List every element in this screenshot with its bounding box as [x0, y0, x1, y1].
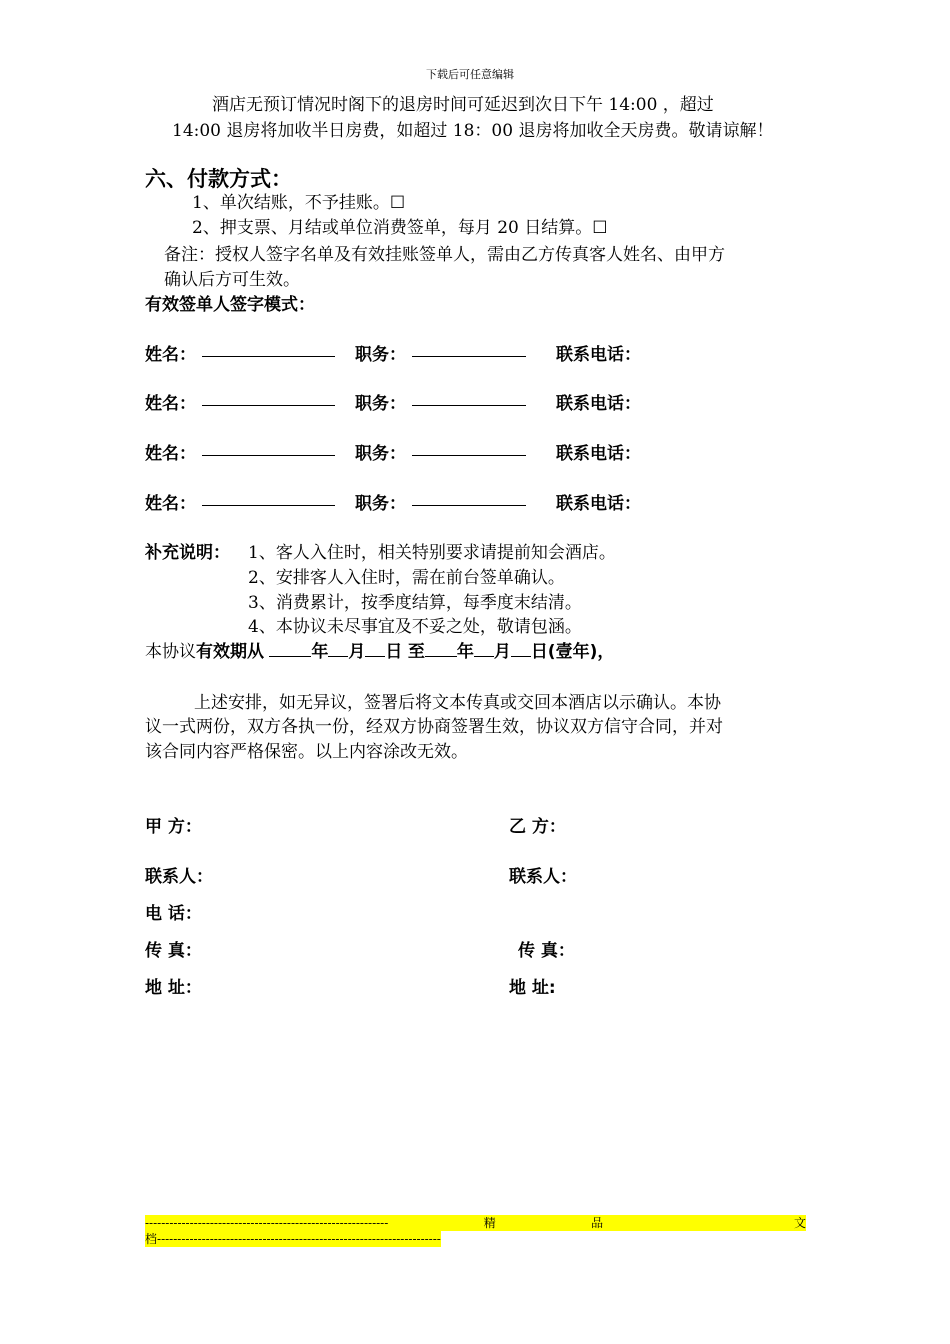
- title-blank[interactable]: [412, 389, 526, 406]
- party-b-address-label: 地 址:: [509, 978, 556, 998]
- party-a-contact-label: 联系人：: [145, 867, 213, 887]
- footer-dashes: ----------------------------------------------------------------------: [157, 1232, 441, 1246]
- validity-to: 至: [407, 642, 425, 662]
- start-year-blank[interactable]: [269, 640, 311, 657]
- party-a-fax-label: 传 真：: [145, 941, 202, 961]
- phone-label: 联系电话：: [556, 444, 641, 464]
- validity-prefix: 本协议: [145, 642, 196, 662]
- closing-line-2: 议一式两份，双方各执一份，经双方协商签署生效，协议双方信守合同，并对: [145, 717, 723, 737]
- supplement-label: 补充说明：: [145, 543, 230, 563]
- closing-line-1: 上述安排，如无异议，签署后将文本传真或交回本酒店以示确认。本协: [194, 693, 721, 713]
- supplement-item: 2、安排客人入住时，需在前台签单确认。: [248, 568, 565, 588]
- checkout-line-1: 酒店无预订情况时阁下的退房时间可延迟到次日下午 14:00 ，超过: [212, 95, 714, 115]
- party-a-address-label: 地 址：: [145, 978, 202, 998]
- party-b-label: 乙 方：: [509, 817, 566, 837]
- footer-dashes: ------------------------------------------------------------: [145, 1216, 389, 1230]
- title-label: 职务：: [355, 444, 406, 464]
- supplement-item: 1、客人入住时，相关特别要求请提前知会酒店。: [248, 543, 616, 563]
- payment-heading: 六、付款方式：: [145, 167, 292, 191]
- footer-char: 档: [145, 1232, 158, 1246]
- footer-char: 精: [483, 1216, 496, 1230]
- name-blank[interactable]: [202, 439, 335, 456]
- year-label: 年: [456, 642, 474, 662]
- title-blank[interactable]: [412, 489, 526, 506]
- payment-option-1: 1、单次结账，不予挂账。☐: [192, 193, 406, 213]
- name-label: 姓名：: [145, 494, 196, 514]
- phone-label: 联系电话：: [556, 345, 641, 365]
- validity-from: 有效期从: [196, 642, 264, 662]
- month-label: 月: [348, 642, 366, 662]
- start-day-blank[interactable]: [365, 640, 385, 657]
- checkout-line-2: 14:00 退房将加收半日房费，如超过 18：00 退房将加收全天房费。敬请谅解！: [172, 121, 774, 141]
- year-label: 年: [311, 642, 329, 662]
- phone-label: 联系电话：: [556, 494, 641, 514]
- footer-highlight: [145, 1215, 806, 1231]
- name-blank[interactable]: [202, 340, 335, 357]
- title-label: 职务：: [355, 494, 406, 514]
- header-note: 下载后可任意编辑: [426, 68, 514, 81]
- title-label: 职务：: [355, 345, 406, 365]
- payment-remark-1: 备注：授权人签字名单及有效挂账签单人，需由乙方传真客人姓名、由甲方: [164, 245, 725, 265]
- footer-char: 品: [591, 1216, 604, 1230]
- name-blank[interactable]: [202, 389, 335, 406]
- day-label: 日: [385, 642, 403, 662]
- phone-label: 联系电话：: [556, 394, 641, 414]
- title-blank[interactable]: [412, 340, 526, 357]
- name-label: 姓名：: [145, 444, 196, 464]
- footer-char: 文: [793, 1216, 806, 1230]
- party-a-phone-label: 电 话：: [145, 904, 202, 924]
- title-label: 职务：: [355, 394, 406, 414]
- title-blank[interactable]: [412, 439, 526, 456]
- name-label: 姓名：: [145, 394, 196, 414]
- closing-line-3: 该合同内容严格保密。以上内容涂改无效。: [145, 742, 468, 762]
- payment-option-2: 2、押支票、月结或单位消费签单，每月 20 日结算。☐: [192, 218, 608, 238]
- end-day-blank[interactable]: [511, 640, 531, 657]
- party-b-contact-label: 联系人：: [509, 867, 577, 887]
- name-blank[interactable]: [202, 489, 335, 506]
- signer-heading: 有效签单人签字模式：: [145, 295, 315, 315]
- end-month-blank[interactable]: [474, 640, 494, 657]
- supplement-item: 3、消费累计，按季度结算，每季度末结清。: [248, 593, 582, 613]
- footer-highlight-line-2: [145, 1231, 441, 1247]
- party-b-fax-label: 传 真：: [518, 941, 575, 961]
- validity-suffix: 日(壹年)，: [530, 642, 615, 662]
- name-label: 姓名：: [145, 345, 196, 365]
- end-year-blank[interactable]: [425, 640, 457, 657]
- supplement-item: 4、本协议未尽事宜及不妥之处，敬请包涵。: [248, 617, 582, 637]
- month-label: 月: [493, 642, 511, 662]
- validity-line: [145, 637, 614, 662]
- start-month-blank[interactable]: [328, 640, 348, 657]
- party-a-label: 甲 方：: [145, 817, 202, 837]
- payment-remark-2: 确认后方可生效。: [164, 270, 300, 290]
